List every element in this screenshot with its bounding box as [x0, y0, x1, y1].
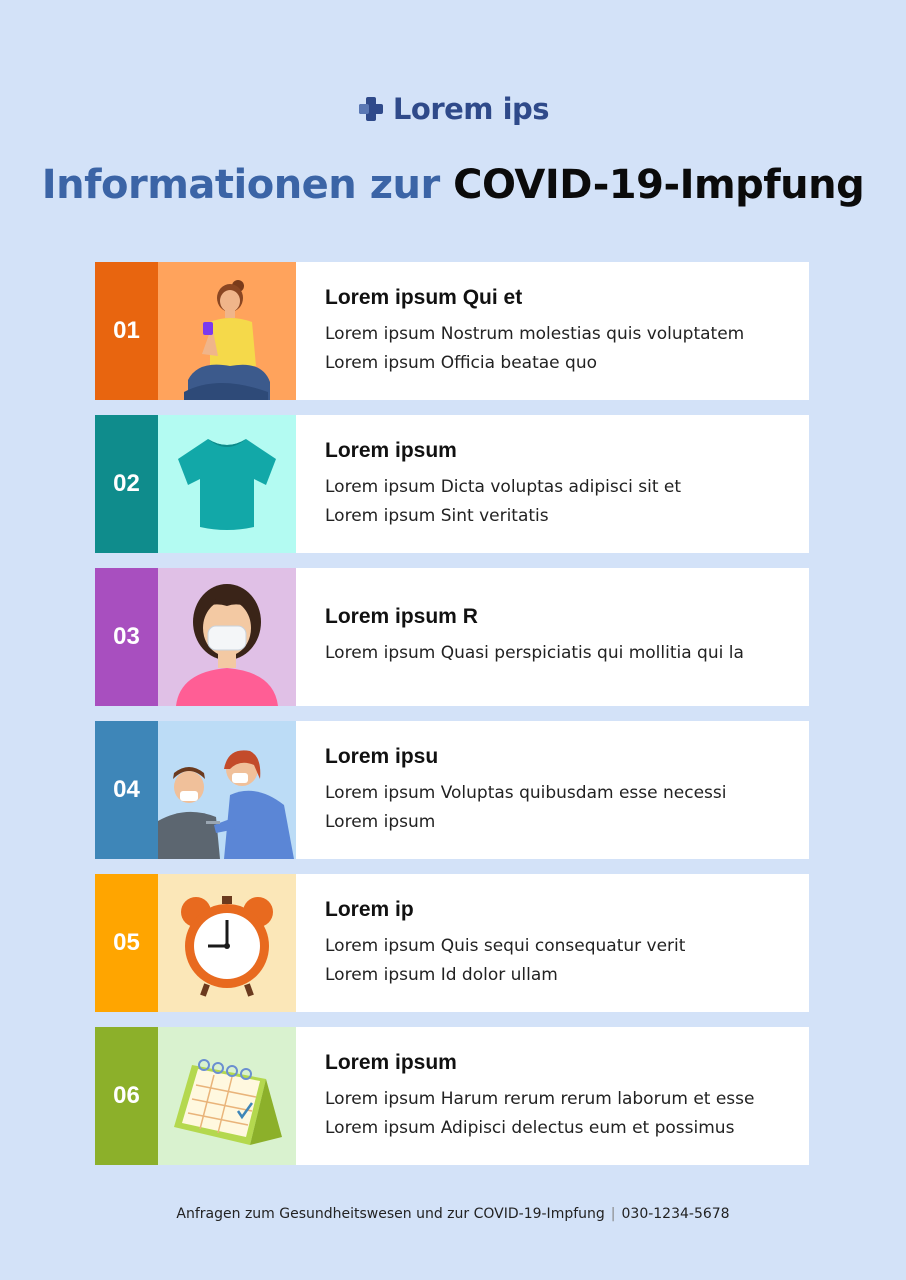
- row-heading: Lorem ipsum: [325, 1051, 457, 1074]
- row-line: Lorem ipsum Voluptas quibusdam esse necessi: [325, 783, 727, 803]
- row-number: 05: [95, 874, 158, 1012]
- row-line: Lorem ipsum Harum rerum rerum laborum et esse: [325, 1089, 755, 1109]
- row-line: Lorem ipsum Adipisci delectus eum et possimus: [325, 1118, 735, 1138]
- row-heading: Lorem ipsum: [325, 439, 457, 462]
- footer: Anfragen zum Gesundheitswesen und zur COVID-19-Impfung | 030-1234-5678: [176, 1206, 730, 1222]
- info-row: [95, 721, 809, 859]
- desk-calendar-icon: [158, 1027, 296, 1165]
- logo: [0, 92, 906, 126]
- row-text: [296, 262, 809, 400]
- info-row: [95, 874, 809, 1012]
- row-line: Lorem ipsum Id dolor ullam: [325, 965, 558, 985]
- masked-woman-illustration: [158, 568, 296, 706]
- row-text: [296, 415, 809, 553]
- woman-phone-illustration: [158, 262, 296, 400]
- row-number: 03: [95, 568, 158, 706]
- row-number: 06: [95, 1027, 158, 1165]
- info-list: [95, 262, 809, 1180]
- info-row: [95, 1027, 809, 1165]
- row-text: [296, 1027, 809, 1165]
- row-line: Lorem ipsum Nostrum molestias quis voluptatem: [325, 324, 745, 344]
- row-heading: Lorem ipsum Qui et: [325, 286, 523, 309]
- logo-text: Lorem ips: [392, 92, 550, 126]
- row-heading: Lorem ipsu: [325, 745, 439, 768]
- page-title-part1: Informationen zur: [41, 162, 440, 208]
- row-heading: Lorem ip: [325, 898, 414, 921]
- row-heading: Lorem ipsum R: [325, 605, 478, 628]
- info-row: [95, 415, 809, 553]
- row-line: Lorem ipsum Sint veritatis: [325, 506, 549, 526]
- footer-text: Anfragen zum Gesundheitswesen und zur COVID-19-Impfung: [176, 1206, 605, 1222]
- row-text: [296, 874, 809, 1012]
- row-line: Lorem ipsum Officia beatae quo: [325, 353, 598, 373]
- footer-phone[interactable]: 030-1234-5678: [621, 1206, 730, 1222]
- row-line: Lorem ipsum: [325, 812, 436, 832]
- row-number: 01: [95, 262, 158, 400]
- row-line: Lorem ipsum Quis sequi consequatur verit: [325, 936, 686, 956]
- info-row: [95, 568, 809, 706]
- row-text: [296, 721, 809, 859]
- row-line: Lorem ipsum Dicta voluptas adipisci sit et: [325, 477, 682, 497]
- medical-cross-icon: [357, 95, 385, 123]
- page-title-part2: COVID-19-Impfung: [453, 162, 865, 208]
- row-text: [296, 568, 809, 706]
- vaccination-illustration: [158, 721, 296, 859]
- row-number: 04: [95, 721, 158, 859]
- row-line: Lorem ipsum Quasi perspiciatis qui mollitia qui la: [325, 643, 744, 663]
- alarm-clock-icon: [158, 874, 296, 1012]
- row-number: 02: [95, 415, 158, 553]
- tshirt-icon: [158, 415, 296, 553]
- info-row: [95, 262, 809, 400]
- page-title: [0, 162, 906, 208]
